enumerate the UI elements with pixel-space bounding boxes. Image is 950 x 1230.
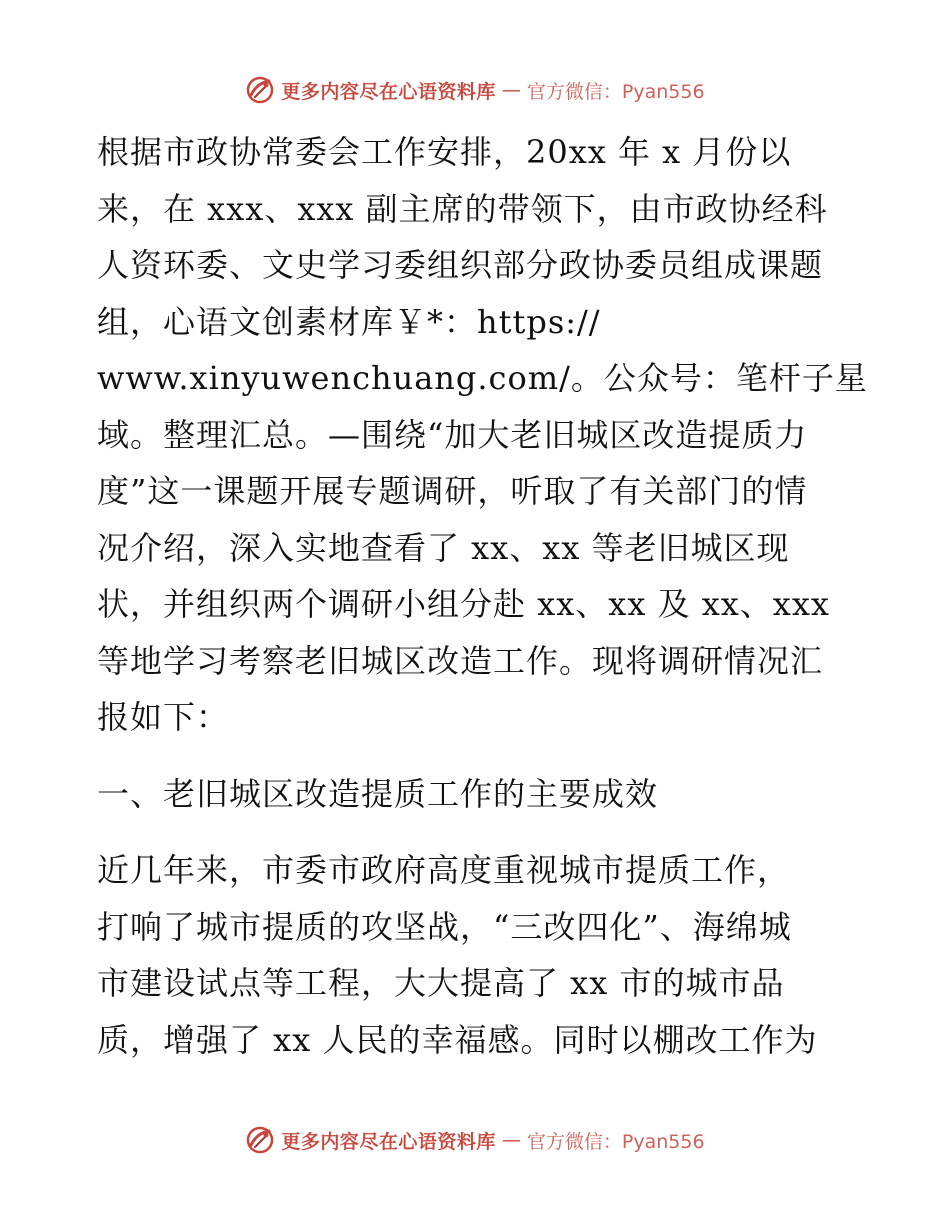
text-line: 度”这一课题开展专题调研，听取了有关部门的情 [97,472,808,510]
section-heading: 一、老旧城区改造提质工作的主要成效 [97,774,659,813]
text-line: 市建设试点等工程，大大提高了 xx 市的城市品 [97,964,785,1002]
text-line: 来，在 xxx、xxx 副主席的带领下，由市政协经科 [97,189,828,228]
text-line: 近几年来，市委市政府高度重视城市提质工作， [97,851,791,889]
header-wechat-text: 官方微信：Pyan556 [526,80,705,103]
text-line: 人资环委、文史学习委组织部分政协委员组成课题 [97,246,824,284]
brand-logo-icon [245,75,275,105]
paragraph-achievements [97,842,857,1068]
text-line: 况介绍，深入实地查看了 xx、xx 等老旧城区现 [97,528,790,567]
document-body [97,124,868,1068]
text-line: www.xinyuwenchuang.com/。公众号：笔杆子星 [97,359,868,397]
header-banner [0,72,950,108]
paragraph-intro [97,124,868,746]
footer-banner [0,1122,950,1158]
footer-wechat-text: 官方微信：Pyan556 [526,1130,705,1153]
footer-separator: — [501,1129,521,1151]
text-line: 等地学习考察老旧城区改造工作。现将调研情况汇 [97,641,824,680]
text-line: 状，并组织两个调研小组分赴 xx、xx 及 xx、xxx [97,585,830,623]
text-line: 报如下： [97,698,230,736]
text-line: 组，心语文创素材库￥*：https:// [97,302,601,341]
text-line: 打响了城市提质的攻坚战，“三改四化”、海绵城 [97,907,792,946]
footer-brand-text: 更多内容尽在心语资料库 [281,1130,496,1153]
text-line: 域。整理汇总。—围绕“加大老旧城区改造提质力 [97,415,808,454]
text-line: 质，增强了 xx 人民的幸福感。同时以棚改工作为 [97,1020,818,1059]
header-brand-text: 更多内容尽在心语资料库 [281,80,496,103]
text-line: 根据市政协常委会工作安排，20xx 年 x 月份以 [97,133,792,171]
brand-logo-icon [245,1125,275,1155]
header-separator: — [501,79,521,101]
